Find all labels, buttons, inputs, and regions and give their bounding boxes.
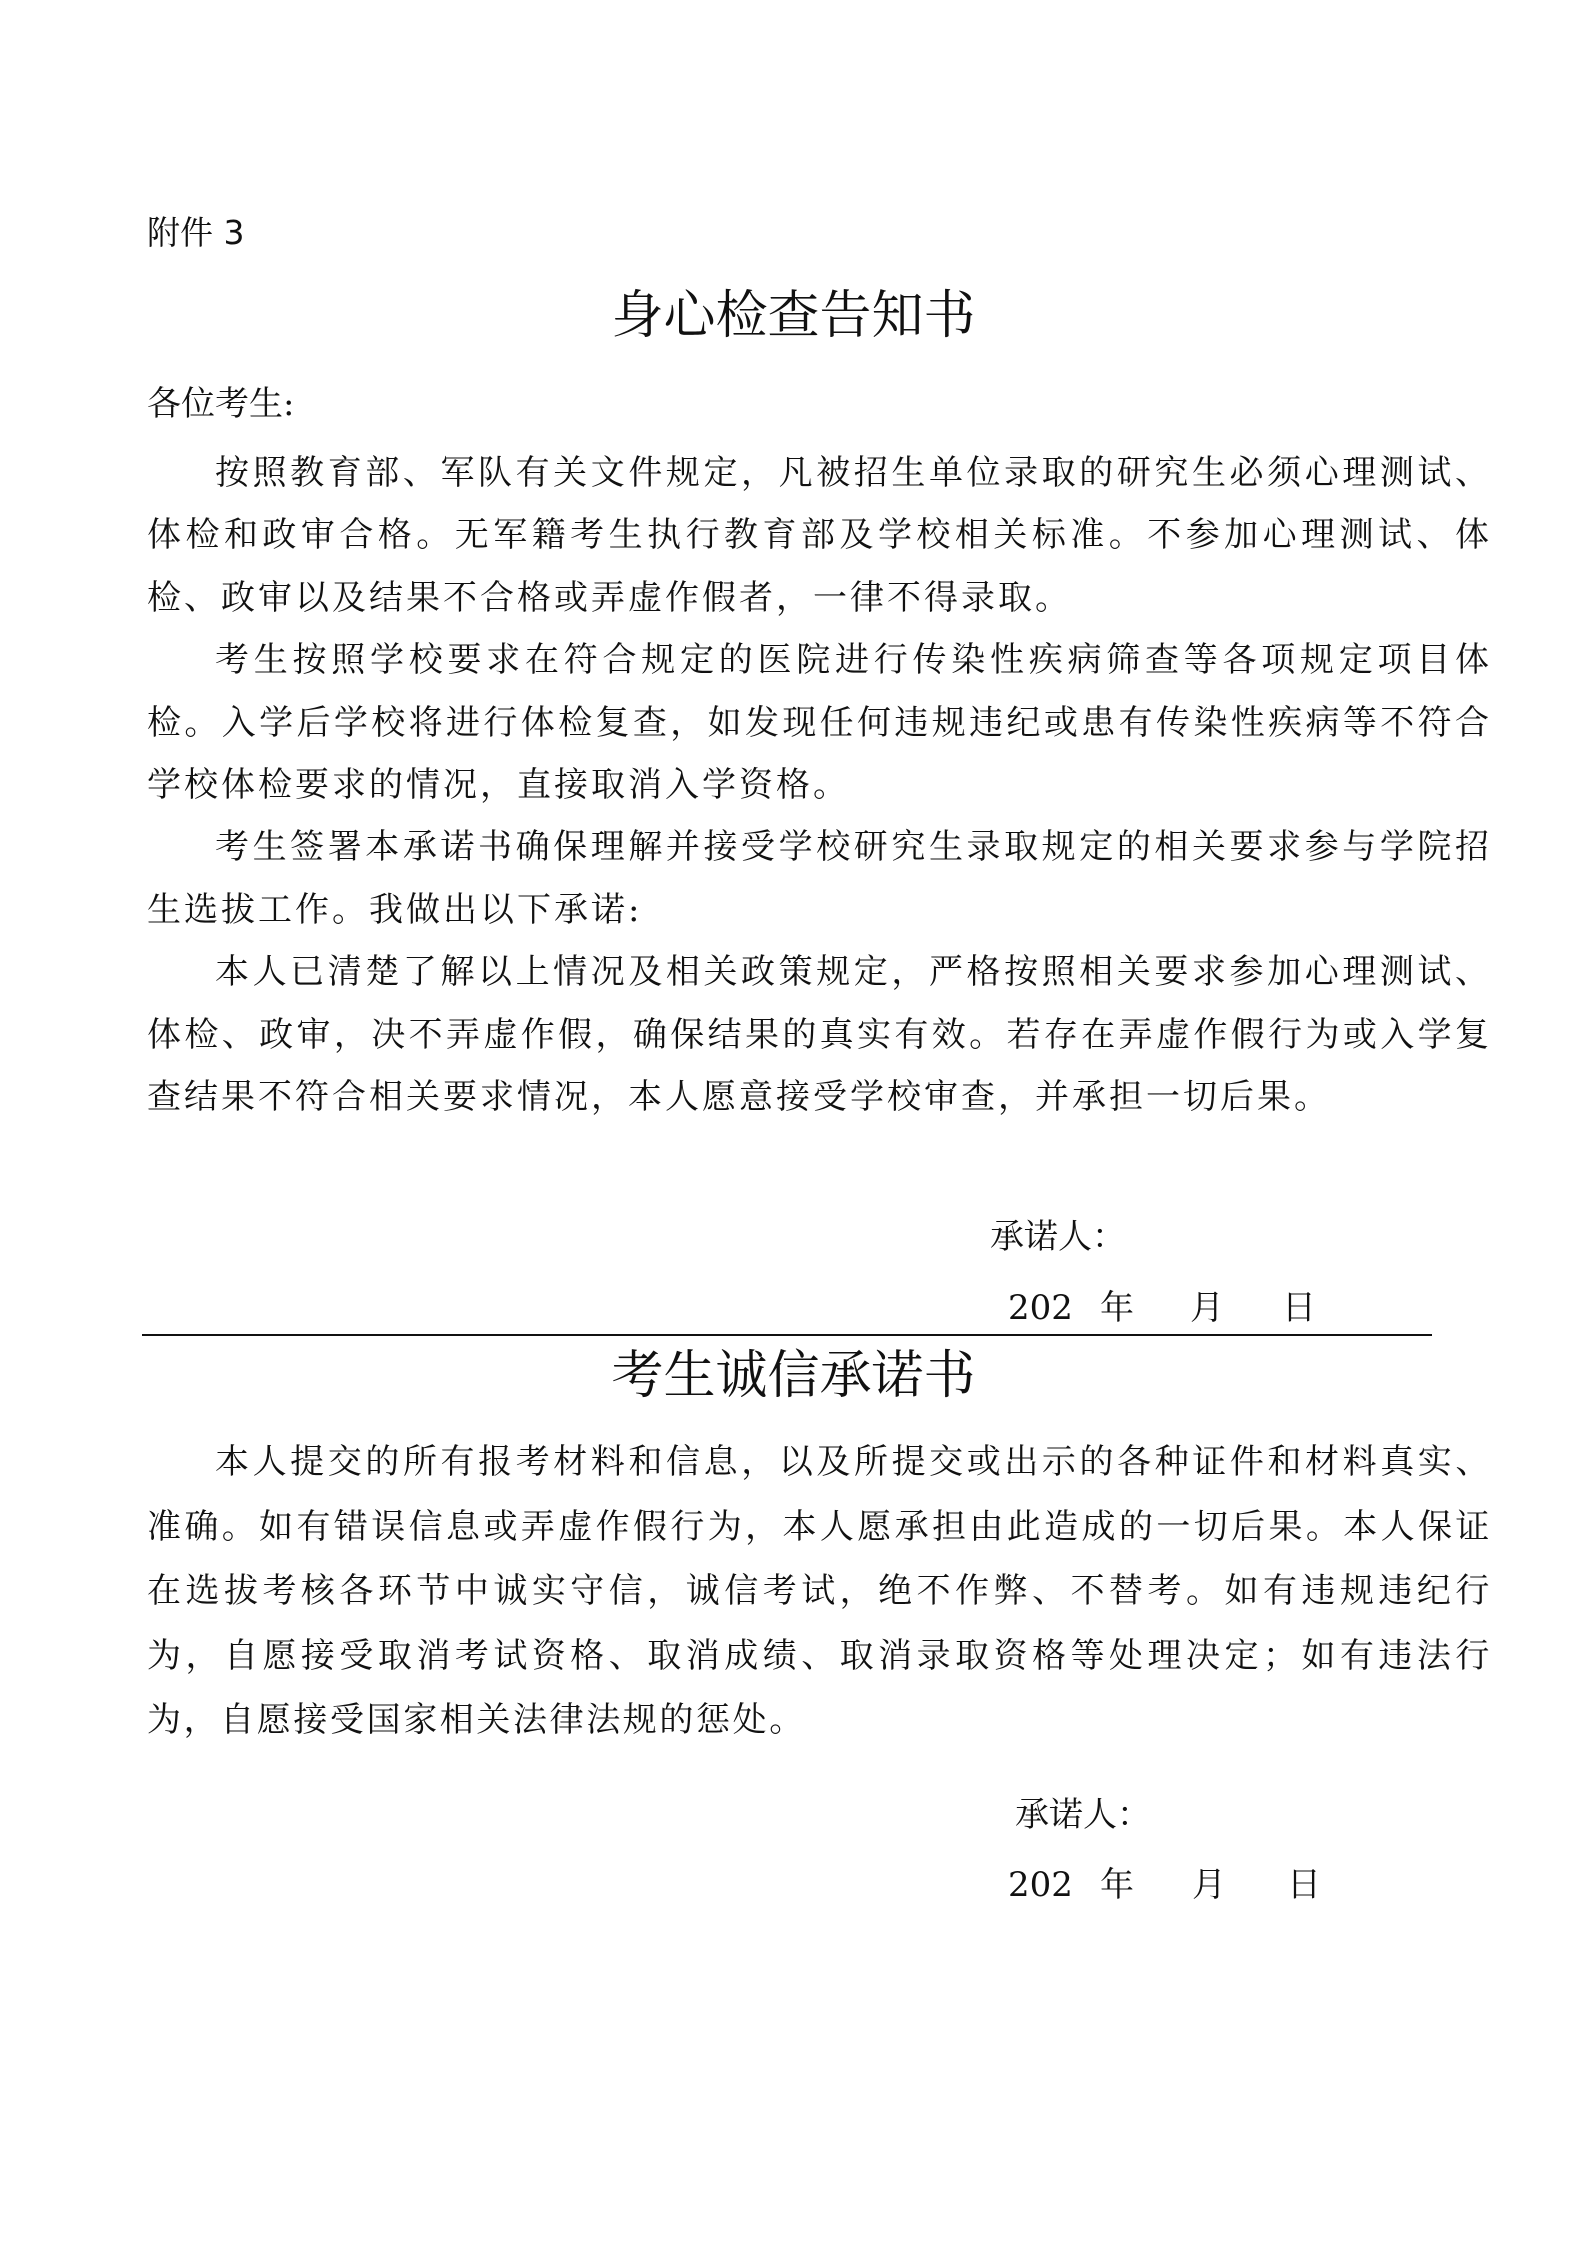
pledge-date-month-label: 月 <box>1192 1865 1226 1905</box>
pledge-paragraph-1: 本人提交的所有报考材料和信息，以及所提交或出示的各种证件和材料真实、准确。如有错误信息或弄虚作假行为，本人愿承担由此造成的一切后果。本人保证在选拔考核各环节中诚实守信，诚信考试，绝不作弊、不替考。如有违规违纪行为，自愿接受取消考试资格、取消成绩、取消录取资格等处理决定；如有违法行为，自愿接受国家相关法律法规的惩处。 <box>147 1442 1492 1740</box>
notice-signer-label: 承诺人： <box>990 1217 1126 1257</box>
notice-paragraph-2: 考生按照学校要求在符合规定的医院进行传染性疾病筛查等各项规定项目体检。入学后学校将进行体检复查，如发现任何违规违纪或患有传染性疾病等不符合学校体检要求的情况，直接取消入学资格。 <box>147 640 1492 806</box>
notice-date-month-label: 月 <box>1190 1288 1224 1328</box>
pledge-body <box>147 1430 1492 1753</box>
pledge-date-year-label: 年 <box>1100 1865 1134 1905</box>
notice-date-year-label: 年 <box>1100 1288 1134 1328</box>
pledge-date-line <box>1008 1860 1321 1910</box>
notice-date-line <box>1008 1283 1316 1333</box>
attachment-label: 附件 3 <box>147 213 245 252</box>
notice-date-year: 202 <box>1008 1288 1073 1328</box>
pledge-title: 考生诚信承诺书 <box>611 1346 976 1406</box>
notice-salutation: 各位考生: <box>147 384 295 424</box>
notice-body <box>147 442 1492 1128</box>
notice-paragraph-1: 按照教育部、军队有关文件规定，凡被招生单位录取的研究生必须心理测试、体检和政审合格。无军籍考生执行教育部及学校相关标准。不参加心理测试、体检、政审以及结果不合格或弄虚作假者，一律不得录取。 <box>147 453 1492 618</box>
pledge-date-day-label: 日 <box>1287 1865 1321 1905</box>
notice-title: 身心检查告知书 <box>611 286 976 346</box>
notice-paragraph-4: 本人已清楚了解以上情况及相关政策规定，严格按照相关要求参加心理测试、体检、政审，决不弄虚作假，确保结果的真实有效。若存在弄虚作假行为或入学复查结果不符合相关要求情况，本人愿意接受学校审查，并承担一切后果。 <box>147 952 1492 1118</box>
pledge-date-year: 202 <box>1008 1865 1073 1905</box>
pledge-signer-label: 承诺人： <box>1015 1795 1151 1835</box>
notice-paragraph-3: 考生签署本承诺书确保理解并接受学校研究生录取规定的相关要求参与学院招生选拔工作。我做出以下承诺: <box>147 827 1492 930</box>
section-divider <box>142 1334 1432 1336</box>
notice-date-day-label: 日 <box>1282 1288 1316 1328</box>
